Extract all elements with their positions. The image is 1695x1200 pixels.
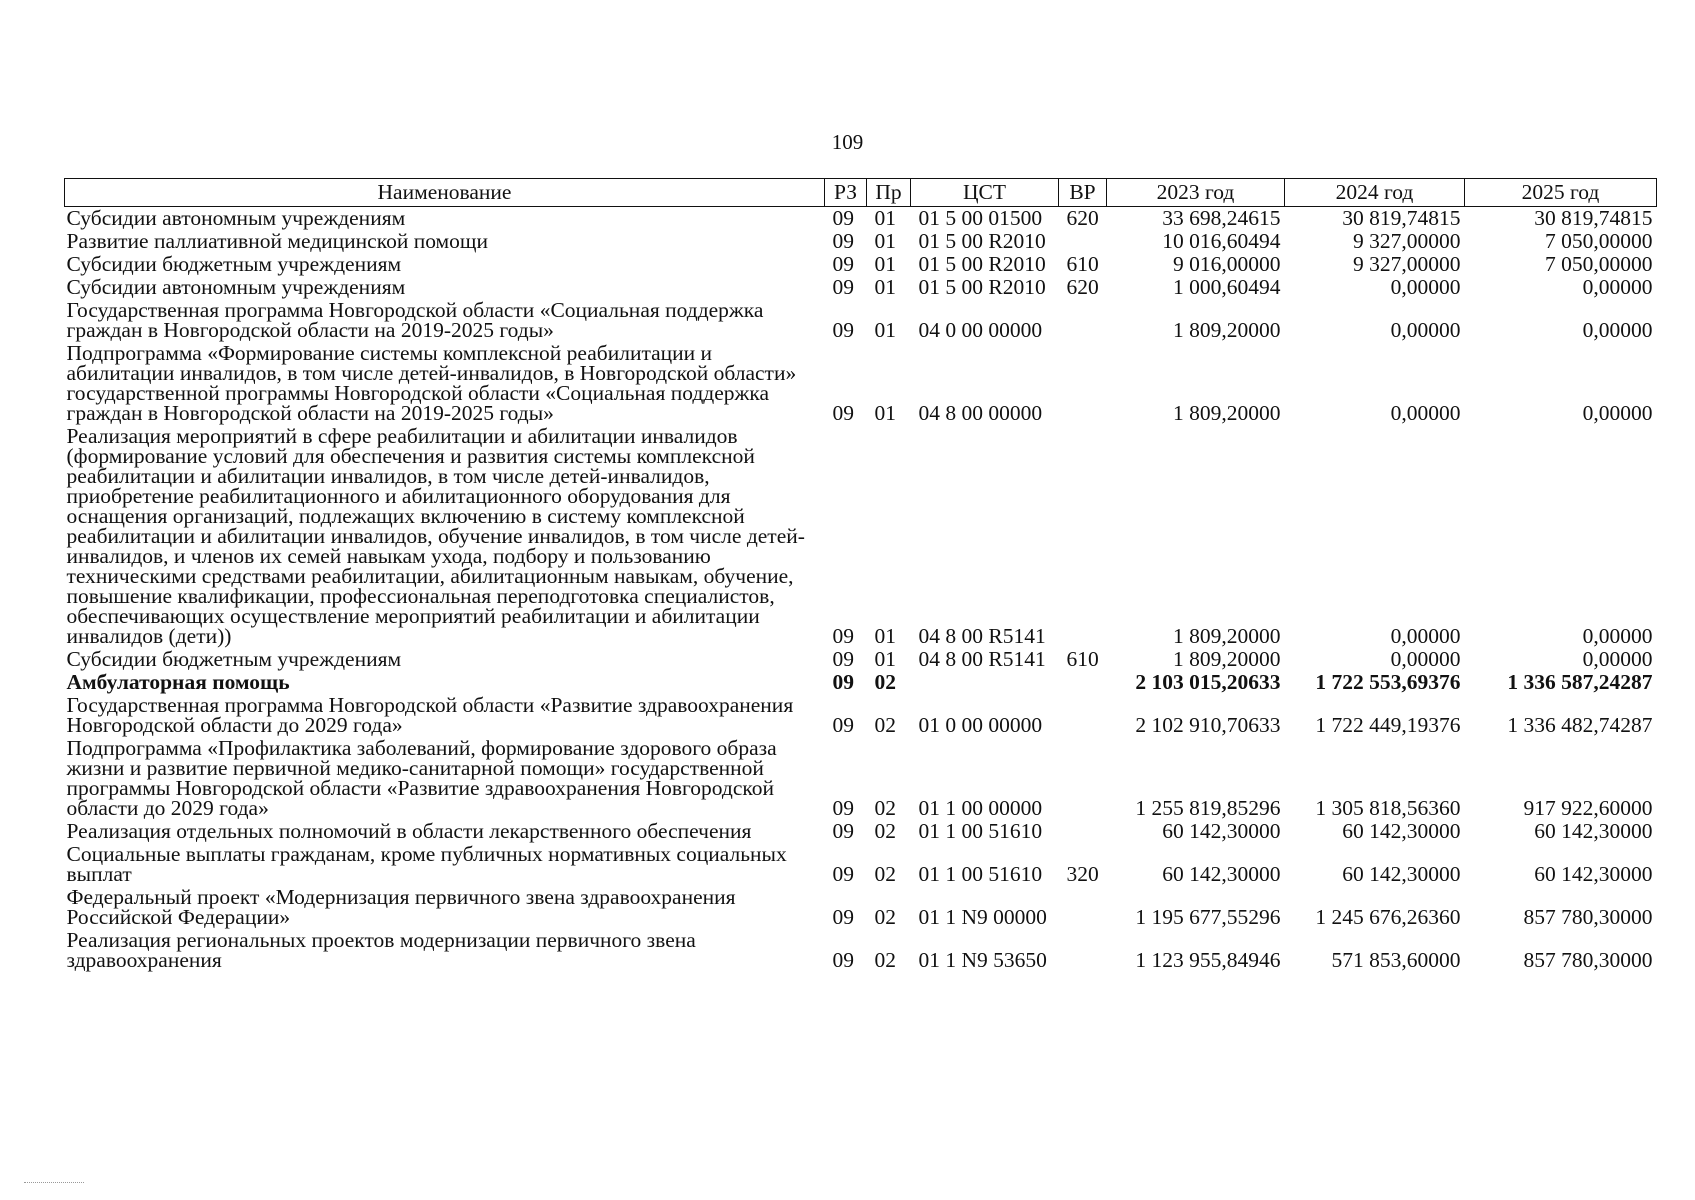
cell-2025: 60 142,30000	[1534, 862, 1653, 886]
cell-2024: 1 305 818,56360	[1315, 796, 1461, 820]
table-row	[65, 342, 1657, 425]
cell-name: Амбулаторная помощь	[66, 670, 290, 694]
table-row	[65, 820, 1657, 843]
cell-rz: 09	[832, 401, 854, 425]
cell-pr: 01	[874, 647, 896, 671]
cell-name: Субсидии бюджетным учреждениям	[66, 647, 402, 671]
table-row	[65, 694, 1657, 737]
cell-2024: 1 722 553,69376	[1315, 670, 1461, 694]
cell-2025: 0,00000	[1582, 624, 1653, 648]
cell-name: Подпрограмма «Профилактика заболеваний, формирование здорового образа жизни и развитие первичной медико-санитарной помощи» государственной программы Новгородской области «Развитие здравоохранения Новгородской области до 2029 года»	[66, 736, 777, 820]
cell-2023: 1 255 819,85296	[1135, 796, 1281, 820]
cell-name: Субсидии бюджетным учреждениям	[66, 252, 402, 276]
footer-mark	[24, 1182, 84, 1183]
cell-cst: 01 1 00 51610	[918, 862, 1043, 886]
cell-2025: 1 336 482,74287	[1507, 713, 1653, 737]
cell-rz: 09	[832, 206, 854, 230]
cell-rz: 09	[832, 905, 854, 929]
cell-2024: 0,00000	[1390, 624, 1461, 648]
cell-vr: 620	[1066, 275, 1099, 299]
cell-pr: 01	[874, 624, 896, 648]
cell-pr: 02	[874, 862, 896, 886]
header-name: Наименование	[65, 179, 825, 207]
cell-rz: 09	[832, 670, 854, 694]
cell-cst: 01 5 00 01500	[918, 206, 1043, 230]
cell-vr	[1059, 299, 1107, 342]
cell-rz: 09	[832, 647, 854, 671]
table-row	[65, 886, 1657, 929]
cell-rz: 09	[832, 275, 854, 299]
cell-2024: 60 142,30000	[1342, 819, 1461, 843]
cell-cst: 01 5 00 R2010	[918, 229, 1046, 253]
cell-2024: 9 327,00000	[1353, 229, 1461, 253]
cell-name: Федеральный проект «Модернизация первичного звена здравоохранения Российской Федерации»	[66, 885, 736, 929]
cell-vr	[1059, 342, 1107, 425]
header-cst: ЦСТ	[911, 179, 1059, 207]
cell-rz: 09	[832, 318, 854, 342]
cell-pr: 01	[874, 318, 896, 342]
cell-2025: 857 780,30000	[1523, 905, 1653, 929]
cell-2023: 1 809,20000	[1173, 401, 1281, 425]
table-row	[65, 276, 1657, 299]
cell-2024: 0,00000	[1390, 318, 1461, 342]
cell-cst: 01 5 00 R2010	[918, 275, 1046, 299]
header-2024: 2024 год	[1285, 179, 1465, 207]
table-row	[65, 671, 1657, 694]
table-row	[65, 929, 1657, 972]
cell-name: Реализация региональных проектов модернизации первичного звена здравоохранения	[66, 928, 696, 972]
cell-2025: 0,00000	[1582, 647, 1653, 671]
cell-vr	[1059, 671, 1107, 694]
cell-rz: 09	[832, 713, 854, 737]
cell-vr	[1059, 820, 1107, 843]
cell-2024: 30 819,74815	[1342, 206, 1461, 230]
cell-2023: 1 000,60494	[1173, 275, 1281, 299]
cell-vr	[1059, 737, 1107, 820]
cell-name: Реализация мероприятий в сфере реабилитации и абилитации инвалидов (формирование условий для обеспечения и развития системы комплексной реабилитации и абилитации инвалидов, в том числе детей-инвалидов, приобретение реабилитационного и абилитационного оборудования для оснащения организаций, подлежащих включению в систему комплексной реабилитации и абилитации инвалидов, обучение инвалидов, в том числе детей-инвалидов, и членов их семей навыкам ухода, подбору и пользованию техническими средствами реабилитации, абилитационным навыкам, обучение, повышение квалификации, профессиональная переподготовка специалистов, обеспечивающих осуществление мероприятий реабилитации и абилитации инвалидов (дети))	[66, 424, 805, 648]
cell-pr: 01	[874, 229, 896, 253]
cell-2025: 917 922,60000	[1523, 796, 1653, 820]
cell-cst	[911, 671, 1059, 694]
cell-2023: 1 809,20000	[1173, 318, 1281, 342]
cell-cst: 04 8 00 00000	[918, 401, 1043, 425]
cell-rz: 09	[832, 229, 854, 253]
cell-vr	[1059, 425, 1107, 648]
header-pr: Пр	[867, 179, 911, 207]
header-2025: 2025 год	[1465, 179, 1657, 207]
header-vr: ВР	[1059, 179, 1107, 207]
cell-2023: 33 698,24615	[1162, 206, 1281, 230]
cell-2024: 0,00000	[1390, 647, 1461, 671]
cell-vr: 620	[1066, 206, 1099, 230]
cell-2023: 1 123 955,84946	[1135, 948, 1281, 972]
cell-2023: 1 809,20000	[1173, 647, 1281, 671]
cell-vr	[1059, 886, 1107, 929]
cell-2025: 30 819,74815	[1534, 206, 1653, 230]
cell-cst: 01 1 N9 00000	[918, 905, 1047, 929]
cell-pr: 02	[874, 796, 896, 820]
cell-name: Государственная программа Новгородской области «Развитие здравоохранения Новгородской области до 2029 года»	[66, 693, 794, 737]
cell-2023: 1 809,20000	[1173, 624, 1281, 648]
cell-pr: 02	[874, 948, 896, 972]
cell-2025: 0,00000	[1582, 275, 1653, 299]
cell-2025: 857 780,30000	[1523, 948, 1653, 972]
budget-table	[64, 178, 1657, 972]
cell-rz: 09	[832, 624, 854, 648]
cell-2023: 10 016,60494	[1162, 229, 1281, 253]
cell-2023: 1 195 677,55296	[1135, 905, 1281, 929]
cell-vr	[1059, 929, 1107, 972]
cell-2023: 60 142,30000	[1162, 819, 1281, 843]
cell-2023: 2 103 015,20633	[1135, 670, 1281, 694]
cell-rz: 09	[832, 948, 854, 972]
cell-2024: 60 142,30000	[1342, 862, 1461, 886]
cell-2024: 9 327,00000	[1353, 252, 1461, 276]
cell-cst: 01 5 00 R2010	[918, 252, 1046, 276]
cell-2024: 1 245 676,26360	[1315, 905, 1461, 929]
cell-name: Реализация отдельных полномочий в области лекарственного обеспечения	[66, 819, 752, 843]
cell-name: Субсидии автономным учреждениям	[66, 275, 406, 299]
cell-name: Развитие паллиативной медицинской помощи	[66, 229, 488, 253]
cell-pr: 01	[874, 252, 896, 276]
cell-pr: 02	[874, 905, 896, 929]
table-row	[65, 207, 1657, 231]
cell-name: Подпрограмма «Формирование системы комплексной реабилитации и абилитации инвалидов, в том числе детей-инвалидов, в Новгородской области» государственной программы Новгородской области «Социальная поддержка граждан в Новгородской области на 2019-2025 годы»	[66, 341, 797, 425]
cell-2024: 1 722 449,19376	[1315, 713, 1461, 737]
cell-vr	[1059, 230, 1107, 253]
table-row	[65, 648, 1657, 671]
cell-2025: 7 050,00000	[1545, 229, 1653, 253]
cell-cst: 01 1 N9 53650	[918, 948, 1047, 972]
cell-2025: 7 050,00000	[1545, 252, 1653, 276]
cell-2024: 0,00000	[1390, 401, 1461, 425]
cell-name: Государственная программа Новгородской области «Социальная поддержка граждан в Новгородской области на 2019-2025 годы»	[66, 298, 764, 342]
cell-cst: 01 1 00 00000	[918, 796, 1043, 820]
cell-vr: 610	[1066, 252, 1099, 276]
cell-cst: 04 0 00 00000	[918, 318, 1043, 342]
header-2023: 2023 год	[1107, 179, 1285, 207]
cell-2024: 571 853,60000	[1331, 948, 1461, 972]
cell-pr: 02	[874, 670, 896, 694]
header-rz: РЗ	[825, 179, 867, 207]
cell-rz: 09	[832, 862, 854, 886]
table-header	[65, 179, 1657, 207]
cell-name: Субсидии автономным учреждениям	[66, 206, 406, 230]
cell-cst: 04 8 00 R5141	[918, 647, 1046, 671]
cell-2025: 1 336 587,24287	[1507, 670, 1653, 694]
cell-2025: 0,00000	[1582, 318, 1653, 342]
table-row	[65, 737, 1657, 820]
cell-cst: 04 8 00 R5141	[918, 624, 1046, 648]
table-row	[65, 253, 1657, 276]
cell-pr: 01	[874, 401, 896, 425]
cell-2023: 2 102 910,70633	[1135, 713, 1281, 737]
cell-rz: 09	[832, 819, 854, 843]
cell-pr: 02	[874, 819, 896, 843]
cell-pr: 01	[874, 206, 896, 230]
table-row	[65, 230, 1657, 253]
cell-pr: 01	[874, 275, 896, 299]
table-row	[65, 425, 1657, 648]
cell-pr: 02	[874, 713, 896, 737]
cell-2025: 0,00000	[1582, 401, 1653, 425]
cell-cst: 01 0 00 00000	[918, 713, 1043, 737]
table-row	[65, 843, 1657, 886]
cell-name: Социальные выплаты гражданам, кроме публичных нормативных социальных выплат	[66, 842, 787, 886]
cell-rz: 09	[832, 252, 854, 276]
page-number: 109	[831, 130, 864, 154]
cell-vr: 610	[1066, 647, 1099, 671]
cell-2023: 60 142,30000	[1162, 862, 1281, 886]
cell-2024: 0,00000	[1390, 275, 1461, 299]
cell-rz: 09	[832, 796, 854, 820]
cell-vr: 320	[1066, 862, 1099, 886]
cell-cst: 01 1 00 51610	[918, 819, 1043, 843]
cell-2025: 60 142,30000	[1534, 819, 1653, 843]
cell-vr	[1059, 694, 1107, 737]
table-body	[65, 207, 1657, 973]
cell-2023: 9 016,00000	[1173, 252, 1281, 276]
table-row	[65, 299, 1657, 342]
